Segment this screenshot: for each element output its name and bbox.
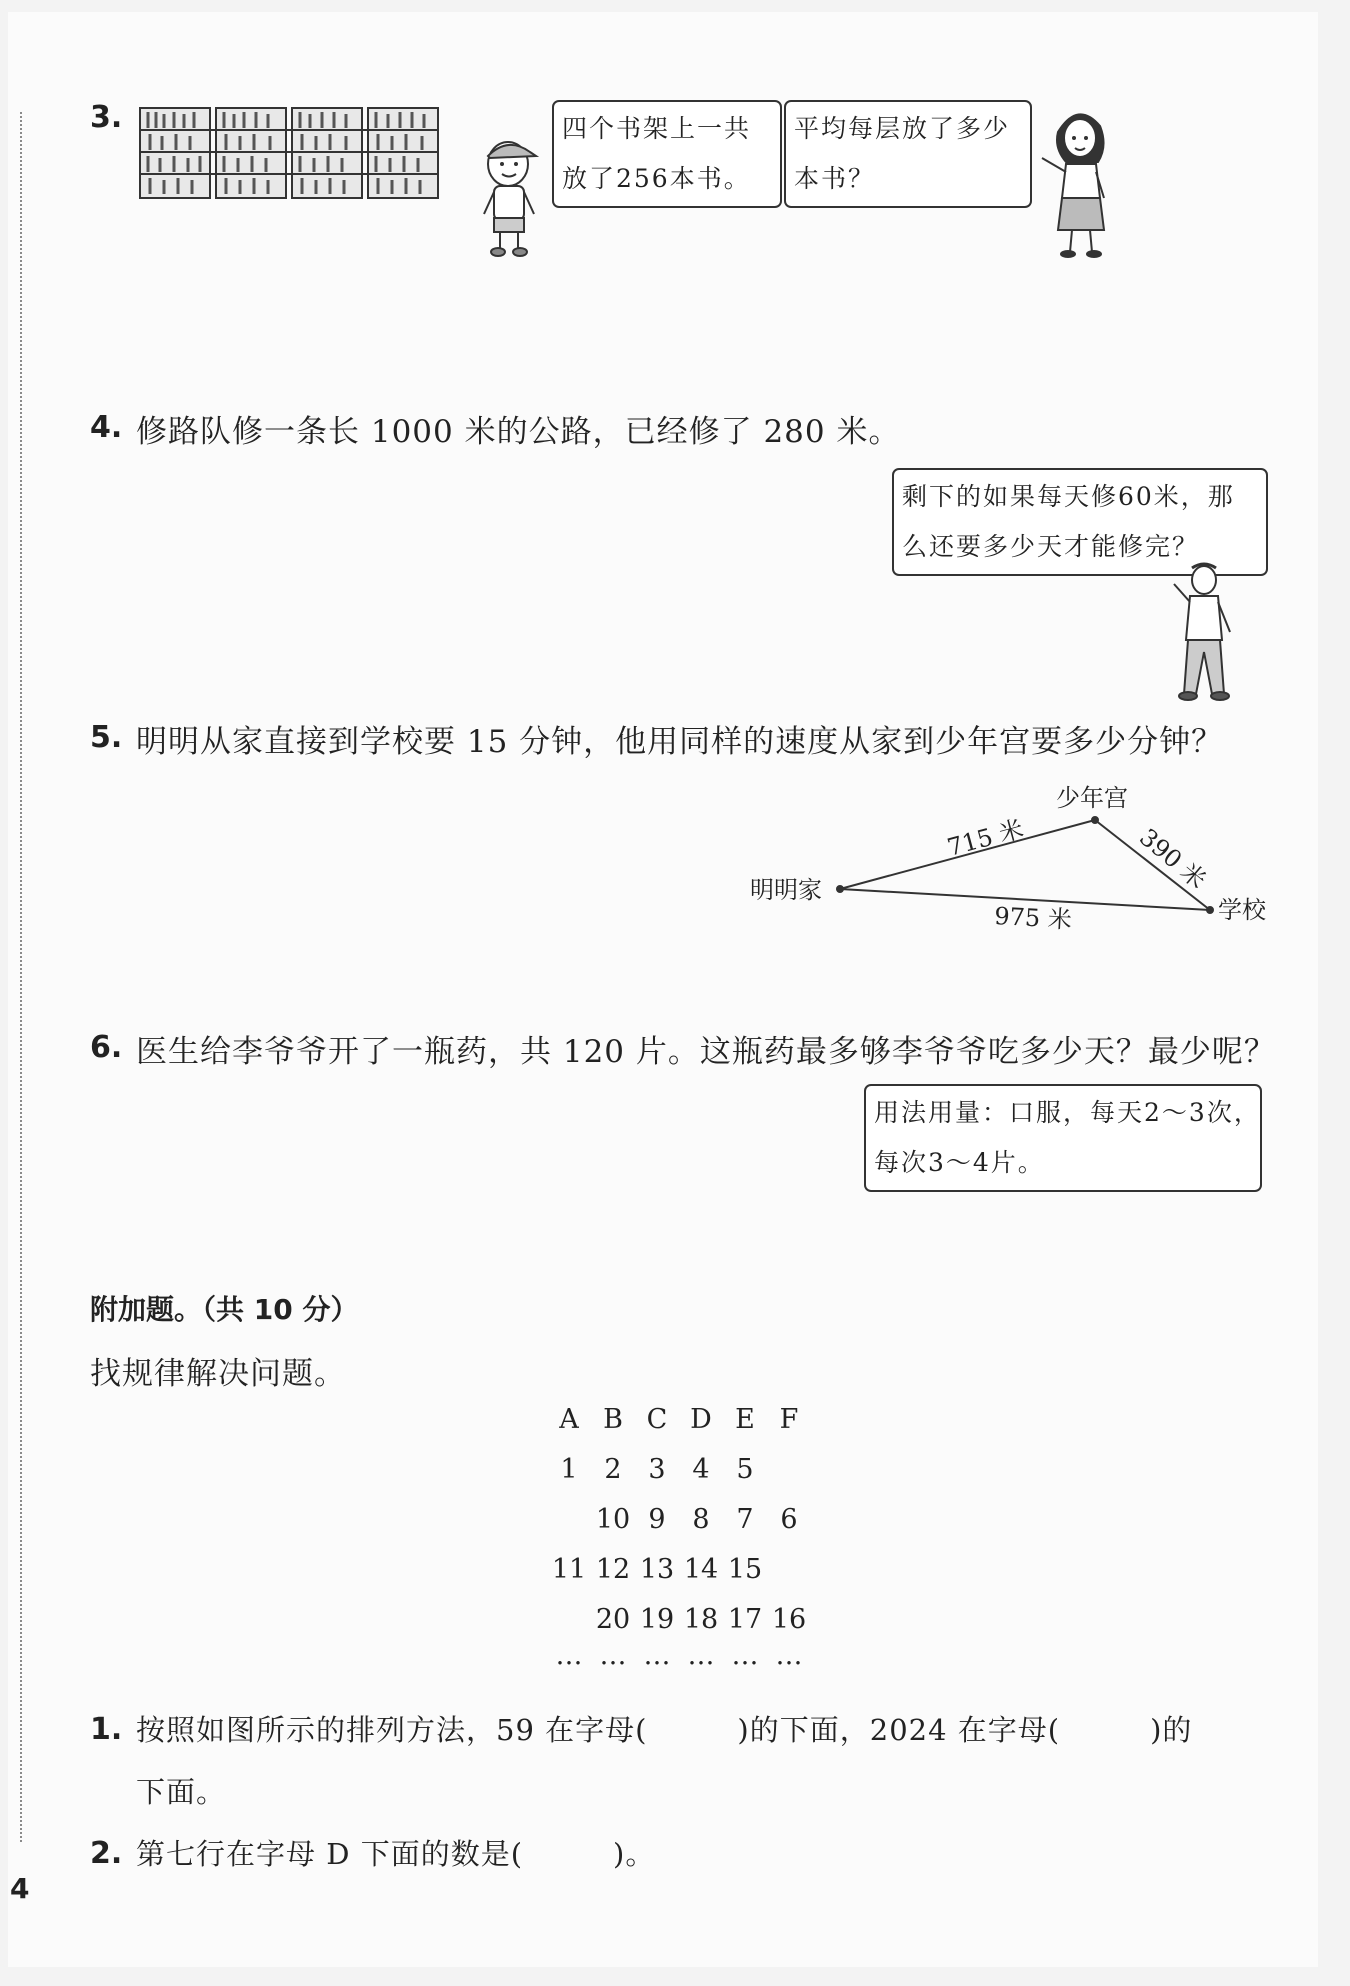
header-d: D <box>690 1404 712 1435</box>
table-cell: 15 <box>727 1554 763 1585</box>
bonus-q1-number: 1. <box>90 1712 123 1747</box>
table-cell: 8 <box>692 1504 710 1535</box>
header-c: C <box>646 1404 668 1435</box>
bubble-line-2: 本书？ <box>794 164 876 193</box>
distance-palace-school: 390 米 <box>1134 823 1212 895</box>
q6-dosage-box <box>864 1084 1262 1192</box>
table-cell: 10 <box>595 1504 631 1535</box>
bubble-line-1: 平均每层放了多少 <box>794 114 1011 143</box>
q4-speech-bubble <box>892 468 1268 576</box>
q6-question-text: 医生给李爷爷开了一瓶药，共 120 片。这瓶药最多够李爷爷吃多少天？最少呢？ <box>136 1034 1276 1070</box>
q4-question-text: 修路队修一条长 1000 米的公路，已经修了 280 米。 <box>136 414 901 450</box>
bubble-line-1: 四个书架上一共 <box>562 114 752 143</box>
q5-number: 5. <box>90 720 123 755</box>
table-cell: 4 <box>692 1454 710 1485</box>
boy-illustration <box>478 134 542 258</box>
table-cell: 20 <box>595 1604 631 1635</box>
table-cell: 5 <box>736 1454 754 1485</box>
table-cell: 3 <box>648 1454 666 1485</box>
palace-label: 少年宫 <box>1056 784 1128 812</box>
table-cell: 12 <box>595 1554 631 1585</box>
q6-number: 6. <box>90 1030 123 1065</box>
bonus-instruction: 找规律解决问题。 <box>90 1356 346 1392</box>
table-cell: 13 <box>639 1554 675 1585</box>
q3-number: 3. <box>90 100 123 135</box>
header-a: A <box>559 1404 579 1435</box>
table-cell: 9 <box>648 1504 666 1535</box>
table-cell: 1 <box>560 1454 578 1485</box>
q3-boy-speech-bubble <box>552 100 782 208</box>
bonus-q1-text-line2: 下面。 <box>136 1775 227 1809</box>
table-cell: 17 <box>727 1604 763 1635</box>
worksheet-page <box>8 12 1318 1967</box>
bubble-line-2: 么还要多少天才能修完？ <box>902 532 1200 561</box>
girl-illustration <box>1038 102 1122 260</box>
header-e: E <box>735 1404 755 1435</box>
header-f: F <box>779 1404 799 1435</box>
home-point <box>837 886 843 892</box>
ellipsis-cell: … <box>599 1640 627 1671</box>
table-cell: 2 <box>604 1454 622 1485</box>
ellipsis-cell: … <box>555 1640 583 1671</box>
ellipsis-cell: … <box>775 1640 803 1671</box>
page-number: 4 <box>10 1872 30 1905</box>
q3-girl-speech-bubble <box>784 100 1032 208</box>
table-cell: 14 <box>683 1554 719 1585</box>
binding-dotted-line <box>20 112 22 1842</box>
bonus-q2-number: 2. <box>90 1836 123 1871</box>
bubble-line-1: 剩下的如果每天修60米，那 <box>902 482 1235 511</box>
ellipsis-cell: … <box>687 1640 715 1671</box>
home-label: 明明家 <box>750 876 822 904</box>
distance-home-palace: 715 米 <box>944 814 1027 862</box>
school-point <box>1207 907 1213 913</box>
q4-number: 4. <box>90 410 123 445</box>
dosage-line-2: 每次3～4片。 <box>874 1148 1045 1177</box>
worker-illustration <box>1168 562 1240 704</box>
q5-question-text: 明明从家直接到学校要 15 分钟，他用同样的速度从家到少年宫要多少分钟？ <box>136 724 1224 760</box>
header-b: B <box>603 1404 623 1435</box>
bonus-title: 附加题。（共 10 分） <box>90 1293 359 1326</box>
table-cell: 18 <box>683 1604 719 1635</box>
ellipsis-cell: … <box>731 1640 759 1671</box>
table-cell: 16 <box>771 1604 807 1635</box>
school-label: 学校 <box>1218 896 1266 924</box>
bookshelves-image <box>134 98 456 210</box>
pattern-table <box>546 1404 846 1671</box>
table-cell: 11 <box>551 1554 587 1585</box>
bubble-line-2: 放了256本书。 <box>562 164 751 193</box>
bonus-q1-text-line1: 按照如图所示的排列方法，59 在字母( )的下面，2024 在字母( )的 <box>136 1713 1193 1747</box>
table-cell: 6 <box>780 1504 798 1535</box>
distance-home-school: 975 米 <box>993 902 1073 935</box>
route-diagram <box>738 772 1278 942</box>
palace-point <box>1092 817 1098 823</box>
ellipsis-cell: … <box>643 1640 671 1671</box>
dosage-line-1: 用法用量：口服，每天2～3次， <box>874 1098 1261 1127</box>
table-cell: 19 <box>639 1604 675 1635</box>
bonus-q2-text: 第七行在字母 D 下面的数是( )。 <box>136 1837 656 1871</box>
table-cell: 7 <box>736 1504 754 1535</box>
